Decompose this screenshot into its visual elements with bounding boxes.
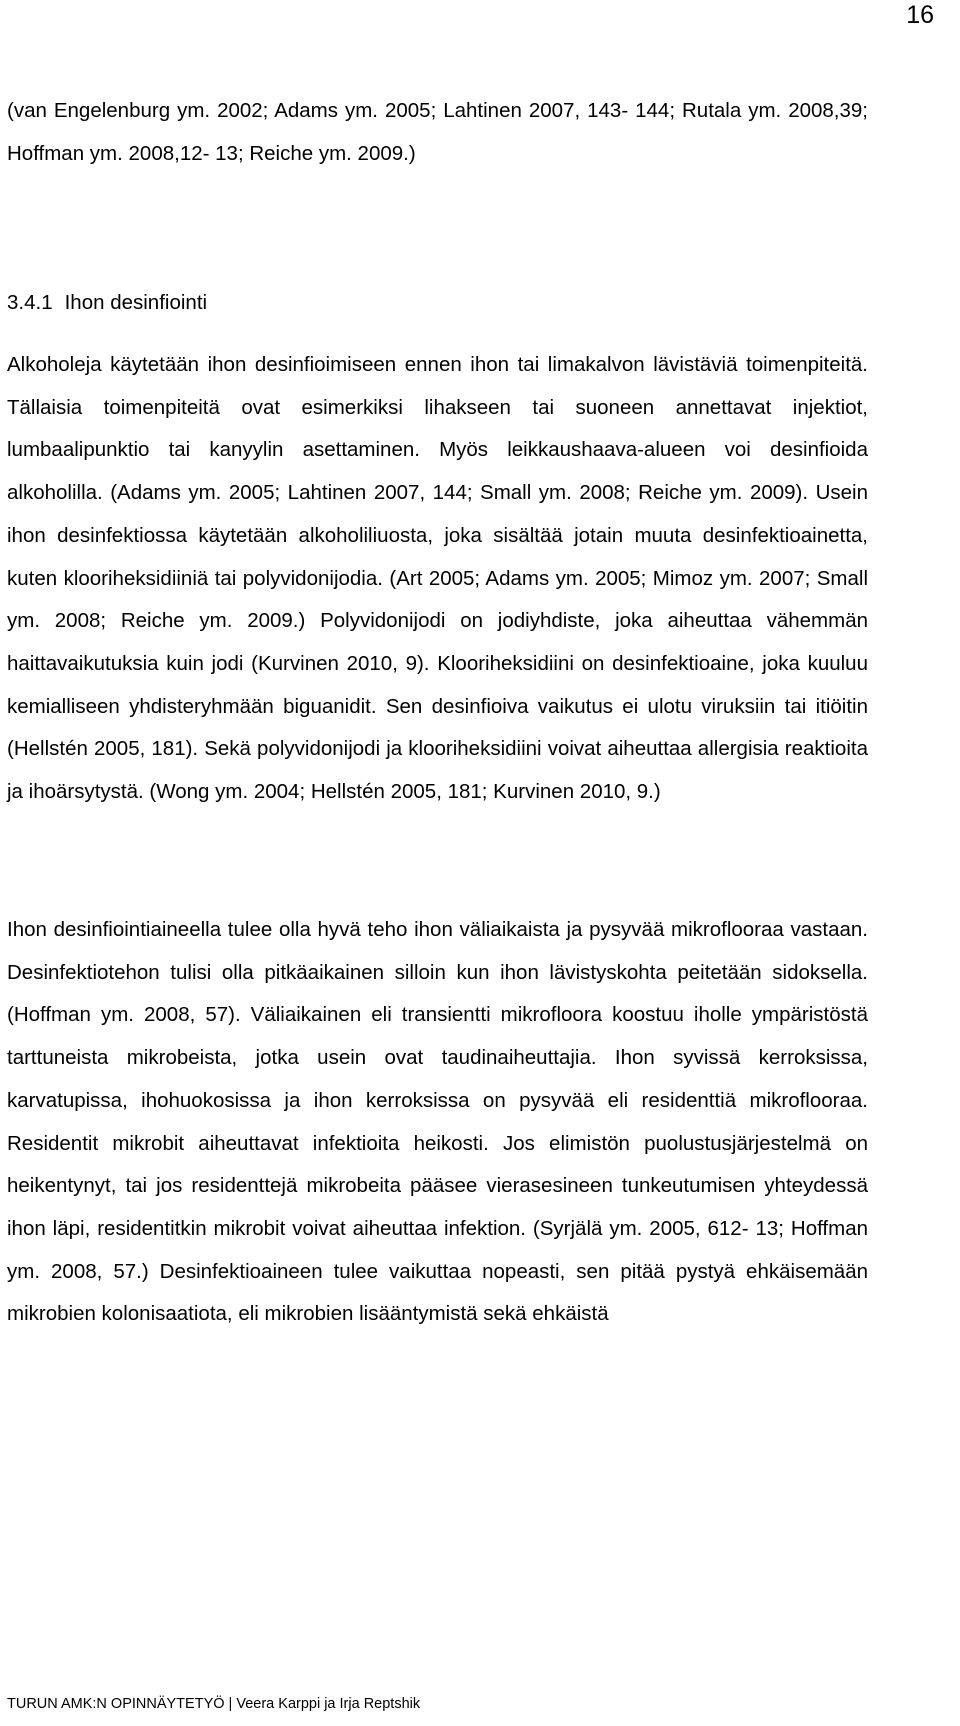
section-number: 3.4.1 [7,291,53,314]
section-title: Ihon desinfiointi [64,291,208,314]
page-footer: TURUN AMK:N OPINNÄYTETYÖ | Veera Karppi ja Irja Reptshik [7,1696,421,1712]
intro-citation-block [7,90,868,175]
paragraph-disinfectant-requirements [7,909,868,1336]
intro-citation-text: (van Engelenburg ym. 2002; Adams ym. 2005; Lahtinen 2007, 143- 144; Rutala ym. 2008,39; Hoffman ym. 2008,12- 13; Reiche ym. 2009.) [7,99,868,165]
paragraph-2-text: Ihon desinfiointiaineella tulee olla hyvä teho ihon väliaikaista ja pysyvää mikroflooraa vastaan. Desinfektiotehon tulisi olla pitkäaikainen silloin kun ihon lävistyskohta peitetään sidoksella. (Hoffman ym. 2008, 57). Väliaikainen eli transientti mikrofloora koostuu iholle ympäristöstä tarttuneista mikrobeista, jotka usein ovat taudinaiheuttajia. Ihon syvissä kerroksissa, karvatupissa, ihohuokosissa ja ihon kerroksissa on pysyvää eli residenttiä mikrofloorаа. Residentit mikrobit aiheuttavat infektioita heikosti. Jos elimistön puolustusjärjestelmä on heikentynyt, tai jos residenttejä mikrobeita pääsee vierasesineen tunkeutumisen yhteydessä ihon läpi, residentitkin mikrobit voivat aiheuttaa infektion. (Syrjälä ym. 2005, 612- 13; Hoffman ym. 2008, 57.) Desinfektioaineen tulee vaikuttaa nopeasti, sen pitää pystyä ehkäisemään mikrobien kolonisaatiota, eli mikrobien lisääntymistä sekä ehkäistä [7,918,868,1326]
section-heading [7,282,207,325]
paragraph-1-text: Alkoholeja käytetään ihon desinfioimiseen ennen ihon tai limakalvon lävistäviä toimenpiteitä. Tällaisia toimenpiteitä ovat esimerkiksi lihakseen tai suoneen annettavat injektiot, lumbaalipunktio tai kanyylin asettaminen. Myös leikkaushaava-alueen voi desinfioida alkoholilla. (Adams ym. 2005; Lahtinen 2007, 144; Small ym. 2008; Reiche ym. 2009). Usein ihon desinfektiossa käytetään alkoholiliuosta, joka sisältää jotain muuta desinfektioainetta, kuten klooriheksidiiniä tai polyvidonijodia. (Art 2005; Adams ym. 2005; Mimoz ym. 2007; Small ym. 2008; Reiche ym. 2009.) Polyvidonijodi on jodiyhdiste, joka aiheuttaa vähemmän haittavaikutuksia kuin jodi (Kurvinen 2010, 9). Klooriheksidiini on desinfektioaine, joka kuuluu kemialliseen yhdisteryhmään biguanidit. Sen desinfioiva vaikutus ei ulotu viruksiin tai itiöitin (Hellstén 2005, 181). Sekä polyvidonijodi ja klooriheksidiini voivat aiheuttaa allergisia reaktioita ja ihoärsytystä. (Wong ym. 2004; Hellstén 2005, 181; Kurvinen 2010, 9.) [7,353,868,804]
paragraph-skin-disinfection [7,344,868,814]
page-number: 16 [906,1,934,29]
